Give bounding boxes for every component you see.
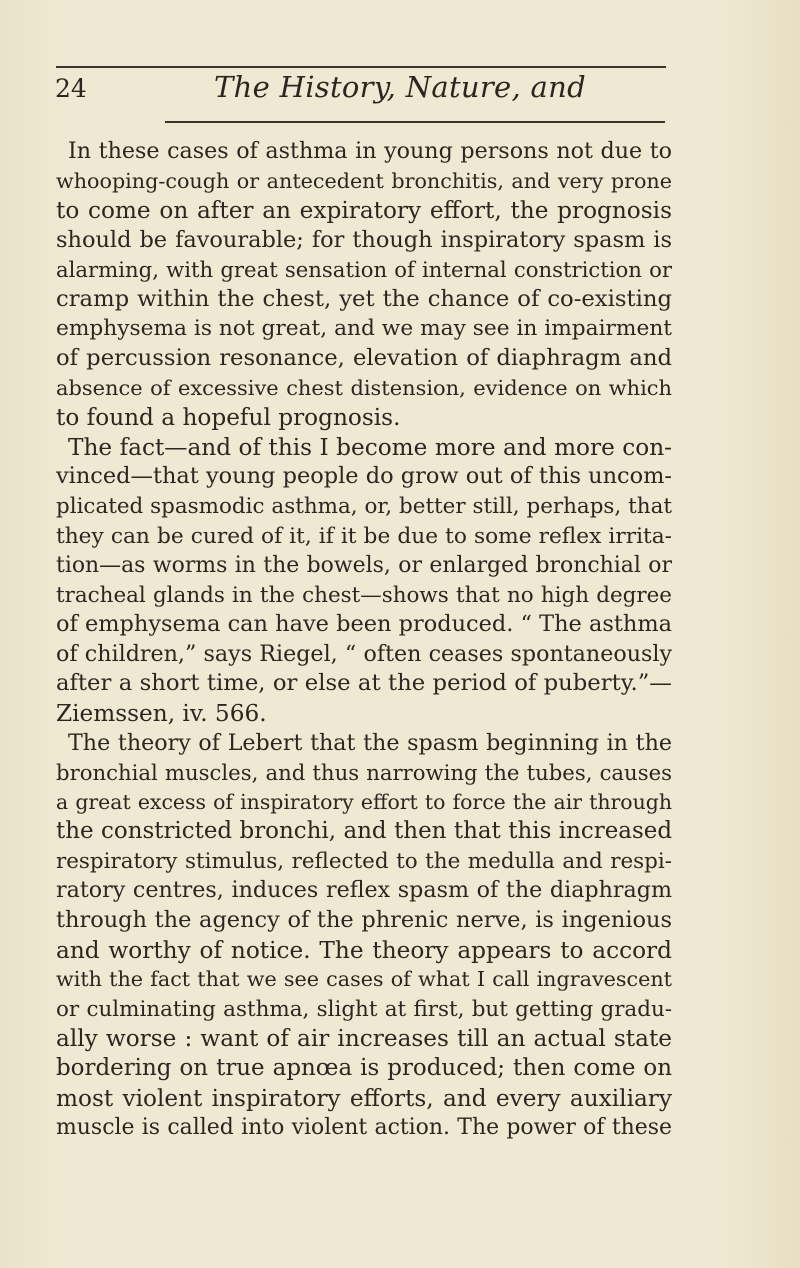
- page-number: 24: [55, 74, 87, 103]
- text-line: a great excess of inspiratory effort to force the air through: [56, 789, 672, 814]
- text-line: bordering on true apnœa is produced; then come on: [56, 1054, 672, 1081]
- text-line: to come on after an expiratory effort, the prognosis: [56, 197, 672, 225]
- text-line: tracheal glands in the chest—shows that no high degree: [56, 582, 672, 608]
- text-line: of emphysema can have been produced. “ The asthma: [56, 611, 672, 638]
- text-line: they can be cured of it, if it be due to some reflex irrita-: [56, 523, 672, 549]
- text-line: and worthy of notice. The theory appears to accord: [56, 936, 672, 964]
- text-line: most violent inspiratory efforts, and every auxiliary: [56, 1084, 672, 1112]
- text-line: of percussion resonance, elevation of diaphragm and: [56, 345, 672, 372]
- text-line: plicated spasmodic asthma, or, better still, perhaps, that: [56, 493, 672, 519]
- text-line: or culminating asthma, slight at first, but getting gradu-: [56, 996, 672, 1022]
- text-line: absence of excessive chest distension, evidence on which: [56, 375, 672, 400]
- text-line: to found a hopeful prognosis.: [56, 404, 401, 432]
- text-line: The theory of Lebert that the spasm beginning in the: [68, 729, 672, 756]
- text-line: through the agency of the phrenic nerve, is ingenious: [56, 907, 672, 934]
- text-line: muscle is called into violent action. The power of these: [56, 1115, 672, 1141]
- text-line: In these cases of asthma in young persons not due to: [68, 138, 672, 164]
- text-line: should be favourable; for though inspiratory spasm is: [56, 226, 672, 253]
- text-line: vinced—that young people do grow out of this uncom-: [56, 463, 672, 490]
- text-line: bronchial muscles, and thus narrowing the tubes, causes: [56, 760, 672, 786]
- running-head: The History, Nature, and: [214, 70, 586, 104]
- text-line: alarming, with great sensation of internal constriction or: [56, 257, 672, 283]
- text-line: ally worse : want of air increases till an actual state: [56, 1025, 672, 1053]
- text-line: the constricted bronchi, and then that this increased: [56, 818, 672, 845]
- text-line: with the fact that we see cases of what I call ingravescent: [56, 967, 672, 992]
- text-line: cramp within the chest, yet the chance of co-existing: [56, 285, 672, 312]
- text-line: whooping-cough or antecedent bronchitis, and very prone: [56, 168, 672, 193]
- text-line: of children,” says Riegel, “ often ceases spontaneously: [56, 640, 672, 667]
- text-line: The fact—and of this I become more and more con-: [68, 433, 672, 461]
- text-line: emphysema is not great, and we may see in impairment: [56, 316, 672, 342]
- text-line: ratory centres, induces reflex spasm of the diaphragm: [56, 877, 672, 904]
- text-line: tion—as worms in the bowels, or enlarged bronchial or: [56, 553, 672, 579]
- body-text: [56, 137, 672, 1143]
- text-line: after a short time, or else at the period of puberty.”—: [56, 670, 672, 697]
- header-rule-bottom: [165, 121, 665, 123]
- text-line: respiratory stimulus, reflected to the medulla and respi-: [56, 848, 672, 874]
- text-line: Ziemssen, iv. 566.: [56, 699, 267, 727]
- header-rule-top: [56, 66, 666, 68]
